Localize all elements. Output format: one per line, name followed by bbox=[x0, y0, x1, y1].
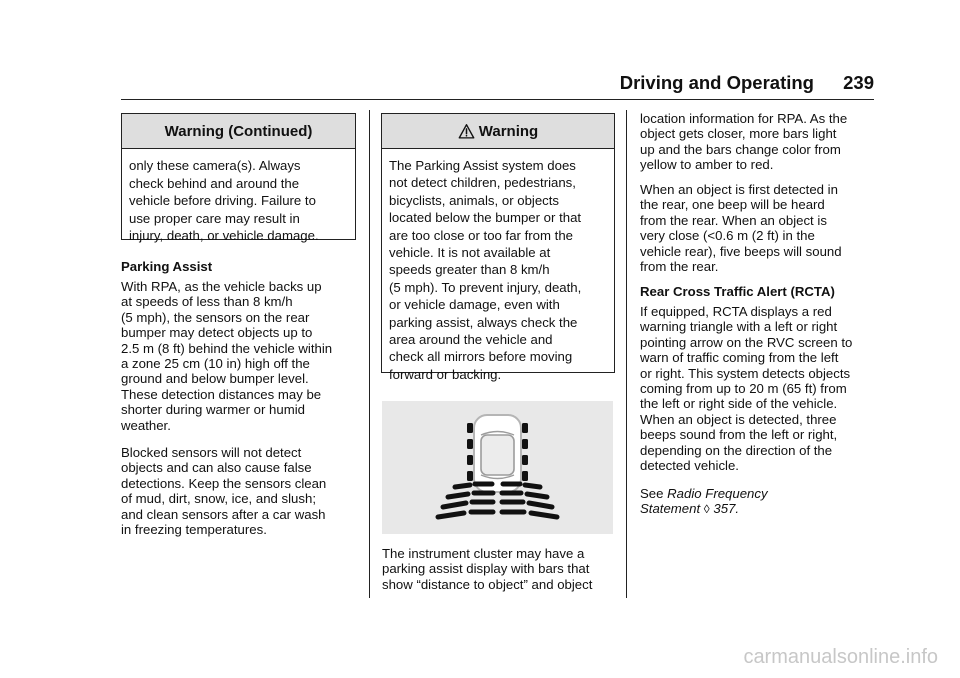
side-bar-left bbox=[467, 471, 473, 481]
text-line: the rear, one beep will be heard bbox=[640, 197, 825, 213]
text-line: show “distance to object” and object bbox=[382, 576, 593, 592]
parking-assist-paragraph-1 bbox=[121, 279, 332, 433]
text-line: If equipped, RCTA displays a red bbox=[640, 304, 832, 319]
text-line: warn of traffic coming from the left bbox=[640, 350, 839, 366]
warning-title-text: Warning bbox=[478, 122, 539, 140]
see-prefix: See bbox=[640, 486, 664, 501]
text-line: in freezing temperatures. bbox=[121, 522, 267, 538]
text-line: up and the bars change color from bbox=[640, 141, 841, 157]
page-number: 239 bbox=[843, 72, 874, 93]
text-line: objects and can also cause false bbox=[121, 460, 312, 476]
warning-line: (5 mph). To prevent injury, death, bbox=[389, 279, 582, 295]
warning-continued-body bbox=[122, 149, 355, 245]
text-line: warning triangle with a left or right bbox=[640, 319, 838, 335]
text-line: parking assist display with bars that bbox=[382, 561, 590, 577]
side-bar-right bbox=[522, 471, 528, 481]
side-bar-left bbox=[467, 423, 473, 433]
parking-assist-heading: Parking Assist bbox=[121, 259, 213, 274]
side-bar-left bbox=[467, 455, 473, 465]
text-line bbox=[640, 486, 768, 501]
warning-line: check behind and around the bbox=[129, 175, 300, 191]
text-line: These detection distances may be bbox=[121, 386, 322, 402]
side-bar-left bbox=[467, 439, 473, 449]
text-line: coming from up to 20 m (65 ft) from bbox=[640, 381, 847, 397]
text-line: With RPA, as the vehicle backs up bbox=[121, 279, 322, 294]
warning-line: parking assist, always check the bbox=[389, 314, 578, 330]
text-line: Blocked sensors will not detect bbox=[121, 445, 302, 460]
text-line: from the rear. When an object is bbox=[640, 212, 827, 228]
text-line: detected vehicle. bbox=[640, 458, 739, 474]
section-title: Driving and Operating bbox=[619, 72, 814, 93]
rear-bar bbox=[448, 494, 468, 497]
text-line: depending on the direction of the bbox=[640, 442, 833, 458]
warning-line: area around the vehicle and bbox=[389, 332, 553, 348]
warning-line: only these camera(s). Always bbox=[129, 158, 301, 173]
text-line: or right. This system detects objects bbox=[640, 365, 851, 381]
rear-bar bbox=[455, 485, 470, 487]
text-line: from the rear. bbox=[640, 259, 719, 275]
parking-assist-display-icon bbox=[382, 401, 613, 534]
warning-line: injury, death, or vehicle damage. bbox=[129, 228, 319, 244]
side-bar-right bbox=[522, 439, 528, 449]
warning-line: are too close or too far from the bbox=[389, 227, 573, 243]
text-line: When an object is detected, three bbox=[640, 411, 837, 427]
text-line: at speeds of less than 8 km/h bbox=[121, 294, 293, 310]
warning-line: check all mirrors before moving bbox=[389, 349, 573, 365]
rear-bar bbox=[527, 494, 547, 497]
warning-line: not detect children, pedestrians, bbox=[389, 175, 576, 191]
beep-paragraph bbox=[640, 182, 842, 274]
text-line: of mud, dirt, snow, ice, and slush; bbox=[121, 491, 316, 507]
parking-assist-warning-box bbox=[381, 113, 615, 382]
text-line: object gets closer, more bars light bbox=[640, 126, 837, 142]
warning-line: use proper care may result in bbox=[129, 210, 300, 226]
text-line: pointing arrow on the RVC screen to bbox=[640, 334, 853, 350]
text-line: weather. bbox=[121, 417, 171, 433]
warning-line: located below the bumper or that bbox=[389, 210, 582, 226]
warning-line: The Parking Assist system does bbox=[389, 158, 576, 173]
text-line: vehicle rear), five beeps will sound bbox=[640, 243, 842, 259]
warning-line: speeds greater than 8 km/h bbox=[389, 262, 550, 278]
warning-triangle-icon bbox=[458, 123, 475, 140]
warning-continued-box bbox=[121, 113, 356, 244]
text-line: the left or right side of the vehicle. bbox=[640, 396, 838, 412]
text-line: 2.5 m (8 ft) behind the vehicle within bbox=[121, 340, 333, 356]
text-line: ground and below bumper level. bbox=[121, 371, 309, 387]
side-bar-right bbox=[522, 455, 528, 465]
text-line: (5 mph), the sensors on the rear bbox=[121, 309, 310, 325]
rcta-paragraph bbox=[640, 304, 852, 473]
car-roof bbox=[481, 435, 514, 475]
warning-line: or vehicle damage, even with bbox=[389, 297, 560, 313]
text-line: The instrument cluster may have a bbox=[382, 546, 585, 561]
warning-line: bicyclists, animals, or objects bbox=[389, 192, 560, 208]
rear-bar bbox=[529, 503, 552, 507]
text-line: yellow to amber to red. bbox=[640, 157, 774, 173]
text-line: shorter during warmer or humid bbox=[121, 402, 305, 418]
see-reference bbox=[640, 486, 768, 518]
instrument-cluster-paragraph bbox=[382, 546, 592, 592]
warning-title bbox=[382, 114, 614, 149]
see-link-radio-frequency[interactable]: Radio Frequency bbox=[667, 486, 768, 501]
column-divider-1 bbox=[369, 110, 370, 598]
rear-bar bbox=[525, 485, 540, 487]
text-line: beeps sound from the left or right, bbox=[640, 427, 838, 443]
text-line: location information for RPA. As the bbox=[640, 111, 848, 126]
text-line: very close (<0.6 m (2 ft) in the bbox=[640, 228, 815, 244]
header-rule bbox=[121, 99, 874, 100]
see-link-statement[interactable]: Statement bbox=[640, 501, 701, 517]
rpa-location-paragraph bbox=[640, 111, 847, 173]
page-header bbox=[600, 72, 874, 96]
text-line: When an object is first detected in bbox=[640, 182, 838, 197]
warning-line: vehicle before driving. Failure to bbox=[129, 193, 316, 209]
text-line: a zone 25 cm (10 in) high off the bbox=[121, 356, 310, 372]
see-page-number[interactable]: 357. bbox=[713, 501, 740, 517]
rear-bar bbox=[438, 513, 464, 517]
side-bar-right bbox=[522, 423, 528, 433]
warning-body bbox=[382, 149, 614, 383]
rcta-heading: Rear Cross Traffic Alert (RCTA) bbox=[640, 284, 835, 299]
page-reference-icon: ◊ bbox=[703, 502, 710, 517]
watermark: carmanualsonline.info bbox=[743, 646, 938, 668]
text-line: bumper may detect objects up to bbox=[121, 325, 313, 341]
text-line: and clean sensors after a car wash bbox=[121, 506, 326, 522]
text-line: detections. Keep the sensors clean bbox=[121, 475, 327, 491]
column-divider-2 bbox=[626, 110, 627, 598]
warning-line: forward or backing. bbox=[389, 366, 502, 382]
rear-bar bbox=[443, 503, 466, 507]
parking-assist-display-figure bbox=[382, 401, 613, 534]
warning-line: vehicle. It is not available at bbox=[389, 245, 551, 261]
rear-bar bbox=[531, 513, 557, 517]
text-line bbox=[640, 501, 768, 517]
parking-assist-paragraph-2 bbox=[121, 445, 326, 537]
warning-continued-title: Warning (Continued) bbox=[122, 114, 355, 149]
